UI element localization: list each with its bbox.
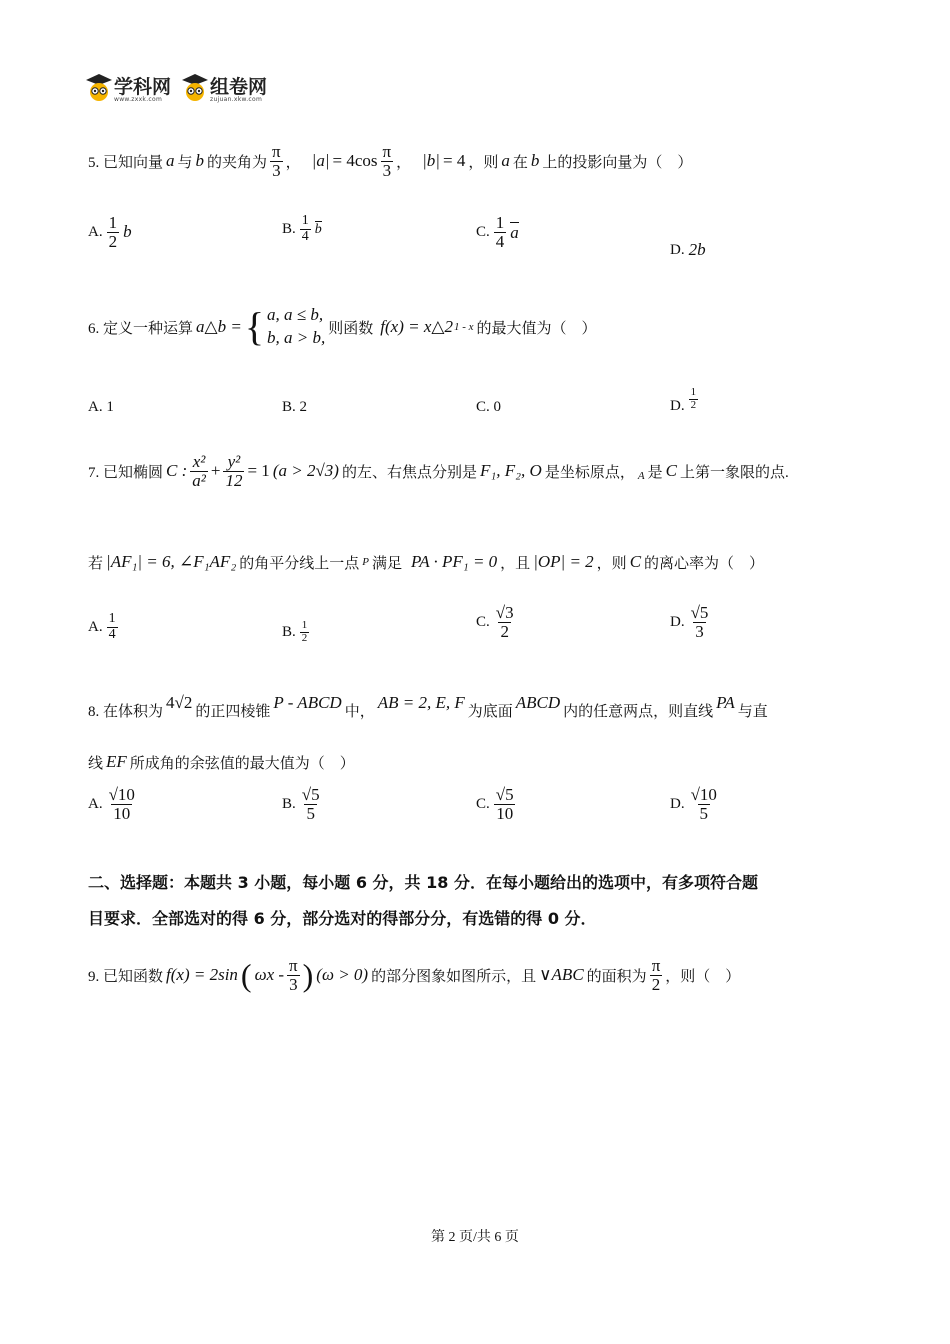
q7-point-p: P (362, 556, 369, 568)
q6-option-d[interactable] (670, 384, 698, 415)
q7-ellipse-name: C : (166, 461, 188, 480)
q7-text-3: 是坐标原点， (544, 464, 635, 481)
q8-base: ABCD (515, 693, 561, 712)
q5-var-b-2: b (530, 151, 540, 170)
q8-text-2: 的正四棱锥 (195, 703, 271, 720)
q8-text-3: 中， (344, 703, 375, 720)
q7-option-b[interactable] (282, 620, 309, 644)
question-9-stem (88, 948, 740, 1002)
q5-option-c-var: a (510, 222, 519, 242)
q9-paren-open: ( (240, 956, 252, 993)
q7-text-10: ，则 (596, 555, 627, 572)
q5-text-6: 上的投影向量为（ ） (542, 154, 693, 171)
q8-text-7: 线 (88, 755, 104, 772)
q5-cos-fraction: $\frac{\pi}{3}$ (382, 141, 392, 180)
q8-text-5: 内的任意两点，则直线 (563, 703, 714, 720)
q5-option-b-fraction: $\frac{1}{4}$ (301, 213, 309, 244)
q5-comma-2: ， (396, 154, 412, 171)
logo-url-2: zujuan.xkw.com (210, 96, 263, 103)
question-7-stem-line-1 (88, 444, 789, 498)
q8-text-4: 为底面 (467, 703, 513, 720)
q8-option-d-fraction: $\frac{√10}{5}$ (690, 785, 717, 823)
q8-text-8: 所成角的余弦值的最大值为（ ） (129, 755, 355, 772)
q5-option-c[interactable] (476, 214, 519, 251)
q7-point-a: A (637, 470, 645, 482)
q5-option-a[interactable] (88, 214, 132, 251)
q8-text-6: 与直 (737, 703, 768, 720)
q5-text-3: 的夹角为 (207, 154, 268, 171)
q5-text-5: 在 (512, 154, 528, 171)
q7-option-b-label: B. (282, 623, 296, 640)
q7-option-b-fraction: $\frac{1}{2}$ (301, 619, 308, 644)
q7-option-c-fraction: $\frac{√3}{2}$ (495, 603, 514, 641)
q6-option-b[interactable]: B. 2 (282, 399, 308, 415)
q7-fraction-y: $\frac{\text{y²}}{12}$ (225, 451, 243, 490)
q8-line-ef: EF (106, 752, 127, 771)
q5-option-a-fraction: $\frac{1}{2}$ (108, 213, 118, 251)
q5-var-a-2: a (501, 151, 510, 170)
q5-option-c-label: C. (476, 223, 490, 240)
q9-text-1: 9. 已知函数 (88, 968, 164, 985)
q5-option-a-label: A. (88, 223, 103, 240)
q7-dot-product: PA · PF₁ = 0 (411, 552, 498, 571)
q8-option-a-fraction: $\frac{√10}{10}$ (108, 785, 135, 823)
q6-case-1: a, a ≤ b, (267, 305, 324, 325)
header-logo (86, 72, 286, 106)
q5-eq-4cos: = 4cos (332, 151, 378, 170)
q8-option-b-label: B. (282, 795, 296, 812)
q9-paren-close: ) (302, 956, 314, 993)
question-6-stem (88, 300, 597, 354)
q6-brace: { (244, 304, 265, 349)
q5-text-4: ，则 (468, 154, 499, 171)
q7-text-5: 上第一象限的点. (679, 464, 789, 481)
q9-text-3: 的面积为 (586, 968, 647, 985)
q7-text-11: 的离心率为（ ） (644, 555, 765, 572)
q5-option-b[interactable] (282, 214, 322, 244)
q6-text-3: 的最大值为（ ） (476, 320, 597, 337)
q7-fraction-x: $\frac{\text{x²}}{\text{a²}}$ (192, 451, 206, 490)
logo-name-2: 组卷网 (210, 76, 268, 98)
q6-option-a[interactable]: A. 1 (88, 399, 114, 415)
q5-abs-b: |b| (422, 151, 440, 170)
q5-var-a: a (166, 151, 175, 170)
q9-phase-fraction: $\frac{\pi}{3}$ (289, 955, 298, 994)
owl-icon (86, 74, 112, 102)
q7-option-d[interactable] (670, 604, 710, 641)
question-7-stem-line-2 (88, 542, 764, 582)
q5-var-b: b (195, 151, 205, 170)
q8-option-a-label: A. (88, 795, 103, 812)
q8-option-d[interactable] (670, 786, 719, 823)
q5-option-d-value: 2b (688, 240, 706, 259)
q7-option-d-label: D. (670, 613, 685, 630)
q5-option-d-label: D. (670, 241, 685, 258)
q6-function: f(x) = x△2 (380, 317, 453, 336)
q8-option-c[interactable] (476, 786, 516, 823)
q8-volume: 4√2 (166, 693, 193, 712)
q7-text-6: 若 (88, 555, 104, 572)
page-footer: 第 2 页/共 6 页 (431, 1230, 519, 1245)
q7-plus: + (210, 461, 221, 480)
q6-case-2: b, a > b, (267, 328, 326, 347)
q8-option-c-fraction: $\frac{√5}{10}$ (495, 785, 514, 823)
q6-option-d-fraction: $\frac{1}{2}$ (690, 386, 697, 411)
question-8-stem-line-1 (88, 688, 768, 732)
q7-text-1: 7. 已知椭圆 (88, 464, 164, 481)
q5-eq-4: = 4 (442, 151, 466, 170)
q8-text-1: 8. 在体积为 (88, 703, 164, 720)
q7-text-8: 满足 (371, 555, 402, 572)
q7-option-c[interactable] (476, 604, 516, 641)
q7-text-4: 是 (647, 464, 663, 481)
q6-operator-def: a△b = (196, 317, 242, 336)
logo-name-1: 学科网 (114, 76, 172, 98)
q5-option-c-fraction: $\frac{1}{4}$ (495, 213, 505, 251)
q7-op-length: |OP| = 2 (533, 552, 594, 571)
q9-condition: (ω > 0) (316, 965, 369, 984)
question-5-stem (88, 136, 692, 186)
q8-option-d-label: D. (670, 795, 685, 812)
q7-foci: F₁, F₂, O (479, 461, 542, 480)
q7-option-d-fraction: $\frac{√5}{3}$ (690, 603, 709, 641)
q6-text-2: 则函数 (328, 320, 374, 337)
q8-option-c-label: C. (476, 795, 490, 812)
q9-triangle: ∨ABC (539, 965, 584, 984)
q5-text-2: 与 (177, 154, 193, 171)
q7-condition: (a > 2√3) (272, 461, 339, 480)
q8-option-b-fraction: $\frac{√5}{5}$ (301, 785, 320, 823)
q5-option-b-label: B. (282, 220, 296, 237)
q7-text-9: ，且 (500, 555, 531, 572)
logo-url-1: www.zxxk.com (114, 96, 163, 103)
q9-text-4: ，则（ ） (665, 968, 741, 985)
q5-text-1: 5. 已知向量 (88, 154, 164, 171)
q8-option-b[interactable] (282, 786, 322, 823)
q9-argument: ωx - (254, 965, 285, 984)
q7-text-2: 的左、右焦点分别是 (341, 464, 477, 481)
q7-condition-2: |AF₁| = 6, ∠F₁AF₂ (106, 552, 237, 571)
q9-text-2: 的部分图象如图所示，且 (371, 968, 537, 985)
section-2-heading-line-1: 二、选择题：本题共 3 小题，每小题 6 分，共 18 分．在每小题给出的选项中，有多项符合题 (88, 873, 758, 892)
q5-abs-a: |a| (311, 151, 330, 170)
q8-pyramid: P - ABCD (273, 693, 342, 712)
q7-option-a[interactable] (88, 612, 118, 642)
q8-option-a[interactable] (88, 786, 137, 823)
q5-option-a-var: b (123, 222, 132, 242)
q7-text-7: 的角平分线上一点 (239, 555, 360, 572)
q7-var-c-2: C (629, 552, 642, 571)
q7-option-c-label: C. (476, 613, 490, 630)
q7-equals-one: = 1 (247, 461, 270, 480)
q5-option-b-var: b (314, 221, 322, 237)
q9-area-fraction: $\frac{\pi}{2}$ (651, 955, 661, 994)
q5-comma-1: ， (285, 154, 301, 171)
q6-exponent: 1 - x (453, 321, 474, 333)
q6-cases (267, 304, 325, 350)
q6-option-c[interactable]: C. 0 (476, 399, 502, 415)
q7-option-a-fraction: $\frac{1}{4}$ (108, 611, 116, 642)
q9-function: f(x) = 2sin (166, 965, 238, 984)
q7-var-c: C (665, 461, 677, 480)
q5-angle-fraction: $\frac{\pi}{3}$ (272, 141, 281, 180)
q5-option-d[interactable] (670, 240, 706, 260)
q6-option-d-label: D. (670, 398, 685, 414)
q6-text-1: 6. 定义一种运算 (88, 320, 194, 337)
q8-line-pa: PA (716, 693, 735, 712)
q7-option-a-label: A. (88, 618, 103, 635)
owl-icon-2 (182, 74, 208, 102)
section-2-heading-line-2: 目要求．全部选对的得 6 分，部分选对的得部分分，有选错的得 0 分． (88, 909, 597, 928)
q8-ab-condition: AB = 2, E, F (377, 693, 465, 712)
question-8-stem-line-2 (88, 748, 355, 776)
